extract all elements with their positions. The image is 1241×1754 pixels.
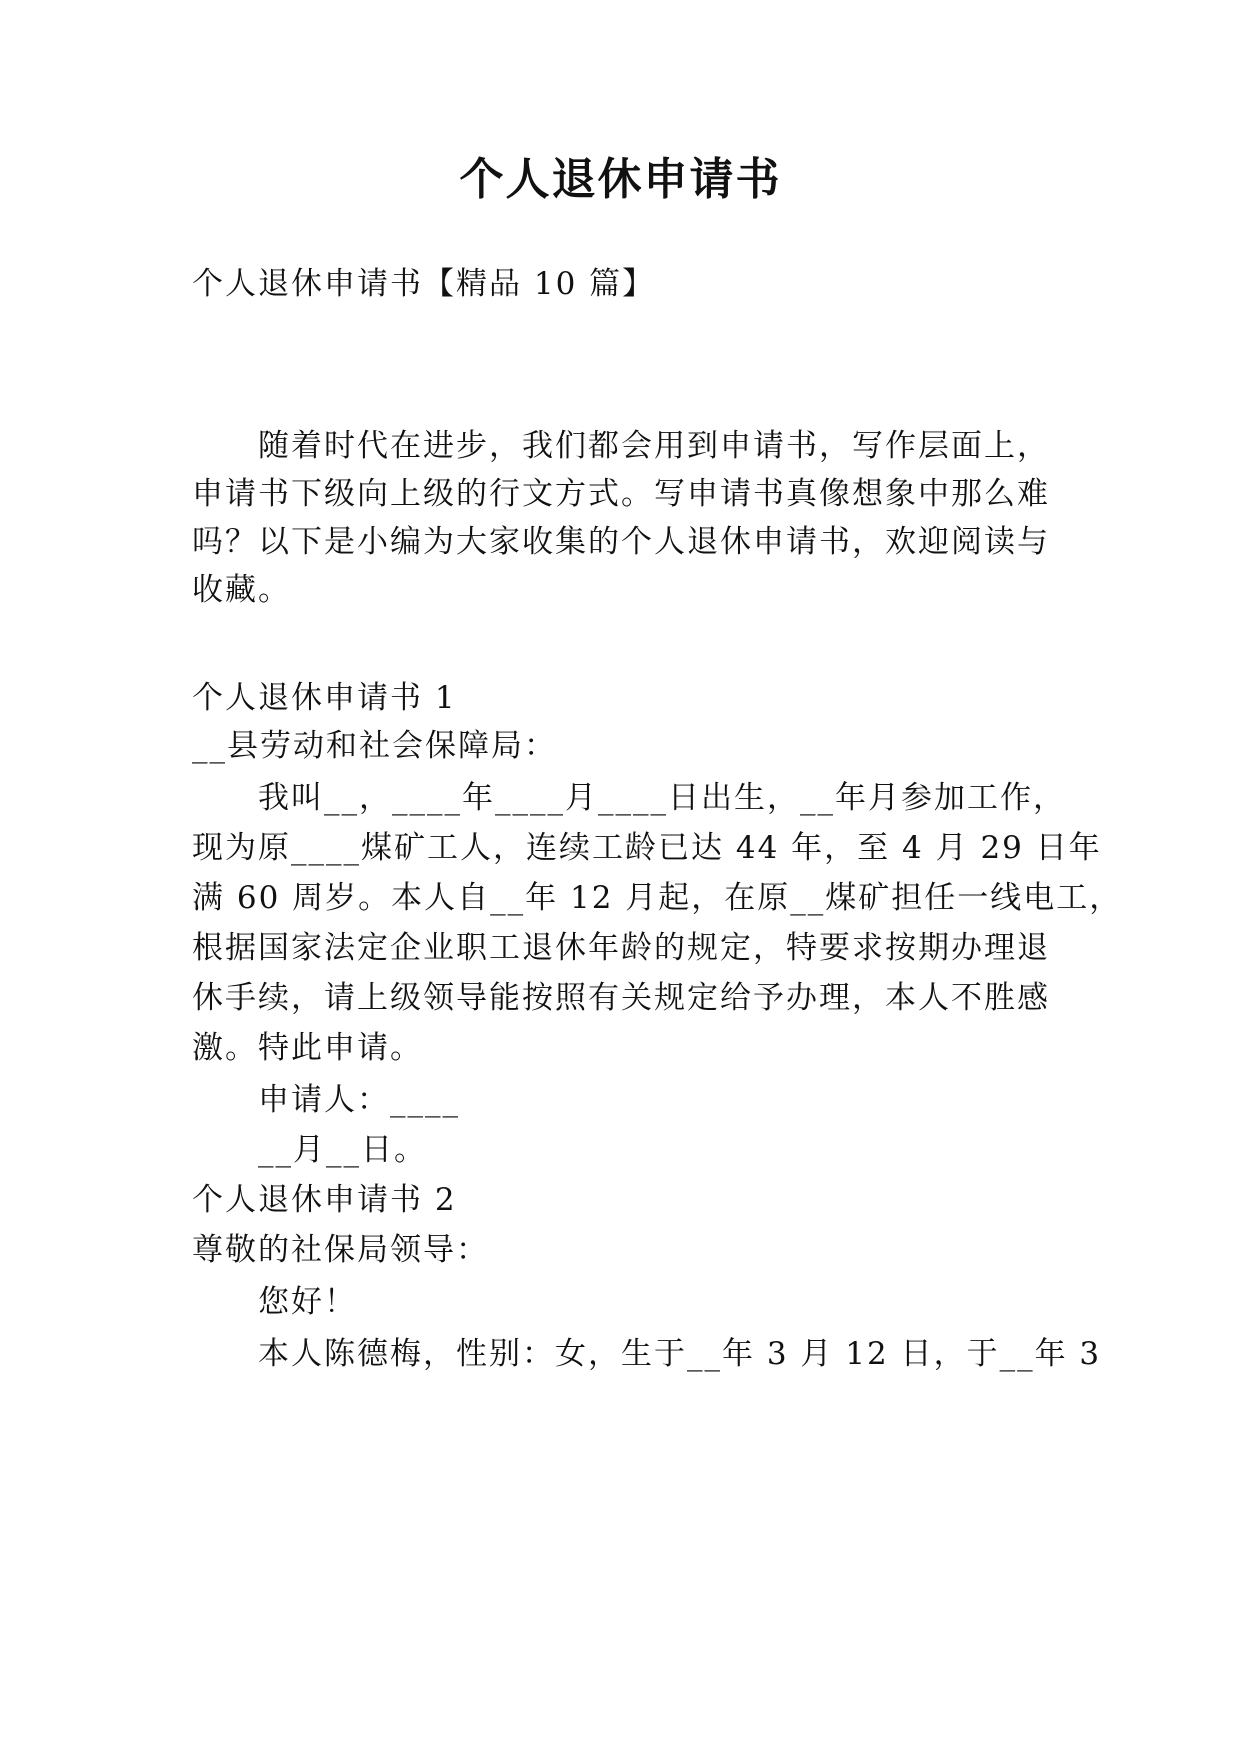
section1-addressee: __县劳动和社会保障局：	[192, 728, 557, 764]
section1-body-line-2: 现为原____煤矿工人，连续工龄已达 44 年，至 4 月 29 日年	[192, 830, 1102, 866]
section1-body-line-6: 激。特此申请。	[192, 1030, 423, 1066]
section1-signature: 申请人：____	[258, 1082, 460, 1118]
document-subtitle: 个人退休申请书【精品 10 篇】	[192, 266, 656, 302]
section1-body-line-1: 我叫__，____年____月____日出生，__年月参加工作，	[258, 780, 1066, 816]
intro-line-1: 随着时代在进步，我们都会用到申请书，写作层面上，	[258, 428, 1050, 464]
section1-body-line-3: 满 60 周岁。本人自__年 12 月起，在原__煤矿担任一线电工，	[192, 880, 1123, 916]
section2-addressee: 尊敬的社保局领导：	[192, 1232, 489, 1268]
section2-greeting: 您好！	[258, 1284, 357, 1320]
intro-line-2: 申请书下级向上级的行文方式。写申请书真像想象中那么难	[192, 476, 1050, 512]
intro-line-4: 收藏。	[192, 572, 291, 608]
document-title: 个人退休申请书	[459, 154, 782, 205]
section1-heading: 个人退休申请书 1	[192, 680, 457, 716]
section2-heading: 个人退休申请书 2	[192, 1182, 457, 1218]
section2-body-line-1: 本人陈德梅，性别：女，生于__年 3 月 12 日，于__年 3	[258, 1336, 1102, 1372]
section1-date: __月__日。	[258, 1132, 427, 1168]
section1-body-line-5: 休手续，请上级领导能按照有关规定给予办理，本人不胜感	[192, 980, 1050, 1016]
intro-line-3: 吗？以下是小编为大家收集的个人退休申请书，欢迎阅读与	[192, 524, 1050, 560]
section1-body-line-4: 根据国家法定企业职工退休年龄的规定，特要求按期办理退	[192, 930, 1050, 966]
